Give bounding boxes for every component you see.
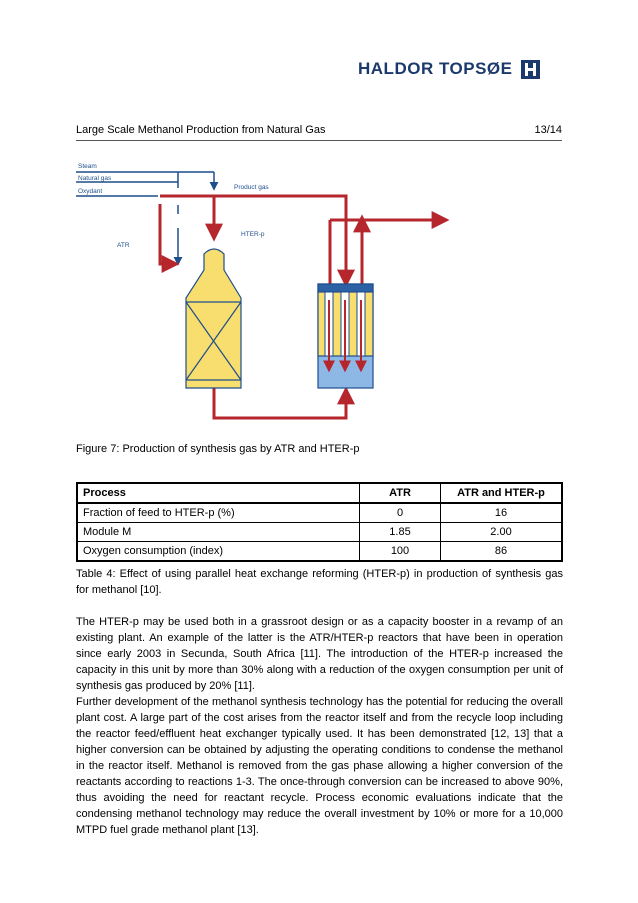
label-hter: HTER-p	[241, 231, 265, 238]
figure-caption: Figure 7: Production of synthesis gas by ATR and HTER-p	[76, 443, 360, 455]
comparison-table	[76, 482, 563, 562]
label-natural-gas: Natural gas	[78, 175, 112, 182]
table-header-row	[77, 483, 562, 503]
table-cell: 0	[360, 503, 441, 523]
table-cell: 86	[441, 542, 563, 562]
table-cell: 16	[441, 503, 563, 523]
table-cell: 100	[360, 542, 441, 562]
label-oxydant: Oxydant	[78, 188, 103, 195]
label-atr: ATR	[117, 242, 130, 249]
body-paragraph: The HTER-p may be used both in a grassroot design or as a capacity booster in a revamp of an existing plant. An example of the latter is the ATR/HTER-p reactors that have been in operation since early 2003 in Secunda, South Africa [11]. The introduction of the HTER-p increased the capacity in this unit by more than 30% along with a reduction of the oxygen consumption per unit of synthesis gas produced by 20% [11].	[76, 616, 563, 692]
brand-mark-icon	[521, 60, 540, 79]
table-row	[77, 542, 562, 562]
document-title: Large Scale Methanol Production from Natural Gas	[76, 124, 326, 136]
table-cell: 2.00	[441, 523, 563, 542]
body-paragraph: Further development of the methanol synthesis technology has the potential for reducing the overall plant cost. A large part of the cost arises from the reactor itself and from the recycle loop including the reactor feed/effluent heat exchanger typically used. It has been demonstrated [12, 13] that a higher conversion can be obtained by adjusting the operating conditions to condense the methanol in the reactor itself. Methanol is removed from the gas phase allowing a higher conversion of the reactants according to reactions 1-3. The once-through conversion can be increased to above 90%, thus avoiding the need for reactant recycle. Process economic evaluations indicate that the condensing methanol technology may reduce the overall investment by 10% or more for a 10,000 MTPD fuel grade methanol plant [13].	[76, 696, 563, 836]
brand-logo	[358, 56, 540, 82]
table-row	[77, 503, 562, 523]
label-product-gas: Product gas	[234, 184, 269, 191]
table-cell: Module M	[77, 523, 360, 542]
table-caption: Table 4: Effect of using parallel heat exchange reforming (HTER-p) in production of synthesis gas for methanol [10].	[76, 568, 563, 596]
page-number: 13/14	[534, 124, 562, 136]
process-diagram	[66, 150, 476, 430]
table-cell: Fraction of feed to HTER-p (%)	[77, 503, 360, 523]
page-header	[76, 124, 562, 141]
table-row	[77, 523, 562, 542]
table-cell: Oxygen consumption (index)	[77, 542, 360, 562]
brand-name: HALDOR TOPSØE	[358, 59, 513, 78]
label-steam: Steam	[78, 163, 97, 170]
feed-lines	[76, 172, 214, 264]
table-cell: 1.85	[360, 523, 441, 542]
table-header-atr-hter: ATR and HTER-p	[441, 483, 563, 503]
table-header-process: Process	[77, 483, 360, 503]
table-header-atr: ATR	[360, 483, 441, 503]
atr-vessel	[186, 249, 241, 388]
